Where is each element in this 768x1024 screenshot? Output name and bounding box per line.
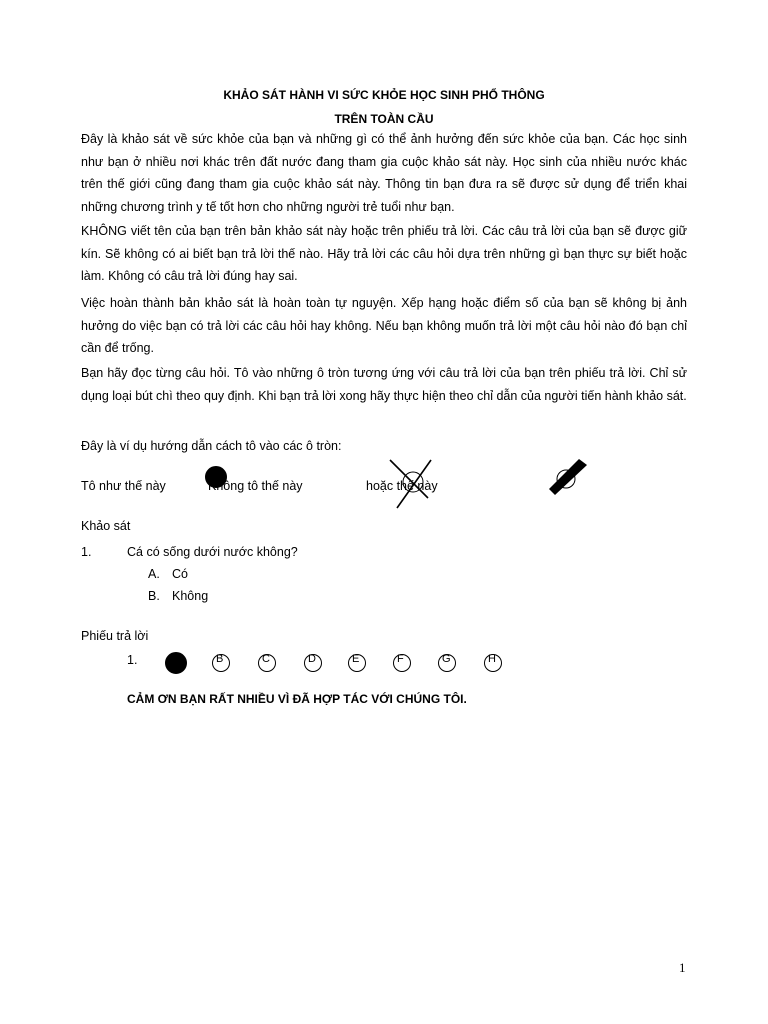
answer-bubble-b-letter: B — [216, 653, 224, 665]
answer-bubble-f-letter: F — [397, 653, 404, 665]
option-b-text: Không — [172, 589, 209, 603]
answer-bubble-h-letter: H — [488, 653, 496, 665]
option-b-letter: B. — [148, 589, 160, 603]
example-or-label: hoặc thế này — [366, 479, 438, 493]
survey-heading: Khảo sát — [81, 519, 131, 533]
example-intro: Đây là ví dụ hướng dẫn cách tô vào các ô tròn: — [81, 439, 342, 453]
page-number: 1 — [679, 960, 686, 975]
answer-row-number: 1. — [127, 653, 138, 667]
question-text: Cá có sống dưới nước không? — [127, 545, 298, 559]
intro-paragraph-4: Bạn hãy đọc từng câu hỏi. Tô vào những ô tròn tương ứng với câu trả lời của bạn trên phiếu trả lời. Chỉ sử dụng loại bút chì theo quy định. Khi bạn trả lời xong hãy thực hiện theo chỉ dẫn của người tiến hành khảo sát. — [81, 366, 687, 403]
thank-you-note: CẢM ƠN BẠN RẤT NHIỀU VÌ ĐÃ HỢP TÁC VỚI CHÚNG TÔI. — [127, 692, 467, 706]
answer-bubble-a[interactable] — [165, 652, 187, 674]
intro-paragraph-2: KHÔNG viết tên của bạn trên bản khảo sát này hoặc trên phiếu trả lời. Các câu trả lời của bạn sẽ được giữ kín. Sẽ không có ai biết bạn trả lời thế nào. Hãy trả lời các câu hỏi dựa trên những gì bạn thực sự biết hoặc làm. Không có câu trả lời đúng hay sai. — [81, 224, 687, 283]
question-number: 1. — [81, 545, 92, 559]
answer-sheet-heading: Phiếu trả lời — [81, 629, 149, 643]
document-subtitle: TRÊN TOÀN CẦU — [334, 112, 434, 126]
option-a-letter: A. — [148, 567, 160, 581]
intro-paragraph-3: Việc hoàn thành bản khảo sát là hoàn toàn tự nguyện. Xếp hạng hoặc điểm số của bạn sẽ không bị ảnh hưởng do việc bạn có trả lời các câu hỏi hay không. Nếu bạn không muốn trả lời một câu hỏi nào đó bạn chỉ cần để trống. — [81, 296, 687, 355]
answer-bubble-e-letter: E — [352, 653, 360, 665]
example-incorrect-label: Không tô thế này — [208, 479, 303, 493]
example-slashed-bubble-icon — [546, 457, 590, 499]
answer-bubble-g-letter: G — [442, 653, 451, 665]
answer-bubble-c-letter: C — [262, 653, 270, 665]
option-a-text: Có — [172, 567, 188, 581]
answer-bubble-d-letter: D — [308, 653, 316, 665]
example-correct-label: Tô như thế này — [81, 479, 166, 493]
document-title: KHẢO SÁT HÀNH VI SỨC KHỎE HỌC SINH PHỔ THÔNG — [223, 88, 545, 102]
intro-paragraph-1: Đây là khảo sát về sức khỏe của bạn và những gì có thể ảnh hưởng đến sức khỏe của bạn. Các học sinh như bạn ở nhiều nơi khác trên đất nước đang tham gia cuộc khảo sát này. Học sinh của nhiều nước khác trên thế giới cũng đang tham gia cuộc khảo sát này. Thông tin bạn đưa ra sẽ được sử dụng để triển khai những chương trình y tế tốt hơn cho những người trẻ tuổi như bạn. — [81, 132, 687, 214]
